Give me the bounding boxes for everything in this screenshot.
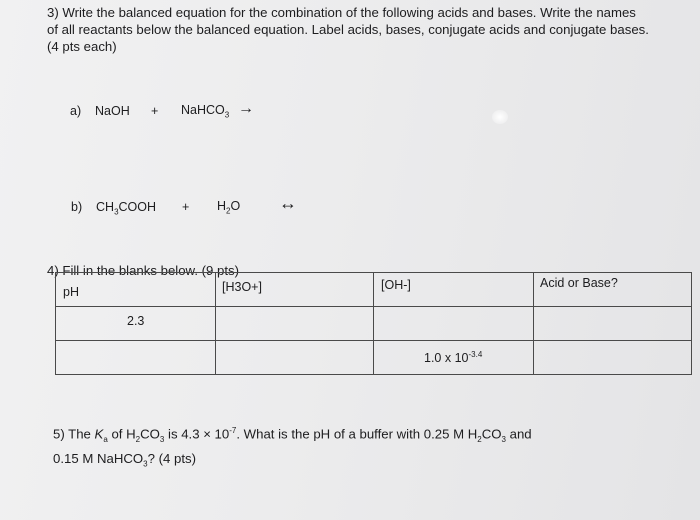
table-row <box>56 273 692 307</box>
light-glare <box>492 110 508 124</box>
question-5-line-2: 0.15 M NaHCO$_3$? (4 pts) <box>53 451 196 469</box>
header-acid-or-base: Acid or Base? <box>540 276 618 290</box>
row2-ph-blank[interactable] <box>56 341 216 375</box>
question-3-points: (4 pts each) <box>47 39 117 54</box>
row2-oh-cell[interactable] <box>374 341 534 375</box>
equation-b-plus: + <box>182 200 190 214</box>
equation-a-reactant-1: NaOH <box>95 104 130 118</box>
equation-a-plus: + <box>151 104 159 118</box>
question-4-title: 4) Fill in the blanks below. (9 pts) <box>47 263 240 278</box>
table-row <box>56 307 692 341</box>
table-row <box>56 341 692 375</box>
row2-h3o-blank[interactable] <box>216 341 374 375</box>
question-5 <box>53 421 613 474</box>
row1-ph-value: 2.3 <box>127 314 145 328</box>
question-3 <box>47 4 657 55</box>
row2-acid-base-blank[interactable] <box>534 341 692 375</box>
question-3-line-1: 3) Write the balanced equation for the combination of the following acids and bases. Write the names <box>47 5 636 20</box>
row1-ph-cell[interactable] <box>56 307 216 341</box>
header-h3o: [H3O+] <box>222 280 262 294</box>
row1-acid-base-blank[interactable] <box>534 307 692 341</box>
equation-b-reactant-2: $H_2O$ <box>217 199 241 216</box>
header-ph-cell[interactable] <box>56 273 216 307</box>
fill-in-table <box>55 272 692 375</box>
equation-a-label: a) <box>70 104 82 118</box>
header-h3o-cell[interactable] <box>216 273 374 307</box>
row2-oh-value: 1.0 x $10^{-3.4}$ <box>424 350 483 366</box>
equation-b-label: b) <box>71 200 83 214</box>
header-oh-cell[interactable] <box>374 273 534 307</box>
equation-b-double-arrow-icon: ↔ <box>279 193 297 213</box>
equation-a-reactant-2: NaHCO$_3$ <box>181 103 230 120</box>
header-acid-base-cell[interactable] <box>534 273 692 307</box>
row1-h3o-blank[interactable] <box>216 307 374 341</box>
question-3-line-2: of all reactants below the balanced equation. Label acids, bases, conjugate acids and conjugate bases. <box>47 22 649 37</box>
row1-oh-blank[interactable] <box>374 307 534 341</box>
equation-a-arrow-icon: → <box>238 100 254 117</box>
header-oh: [OH-] <box>381 278 411 292</box>
question-5-line-1: 5) The $K_a$ of $H_2CO_3$ is $4.3 \times 10^{-7}$. What is the pH of a buffer with 0.25 M $H_2CO_3$ and <box>53 426 532 445</box>
equation-b-reactant-1: $CH_3COOH$ <box>96 200 157 217</box>
header-ph: pH <box>63 285 79 299</box>
